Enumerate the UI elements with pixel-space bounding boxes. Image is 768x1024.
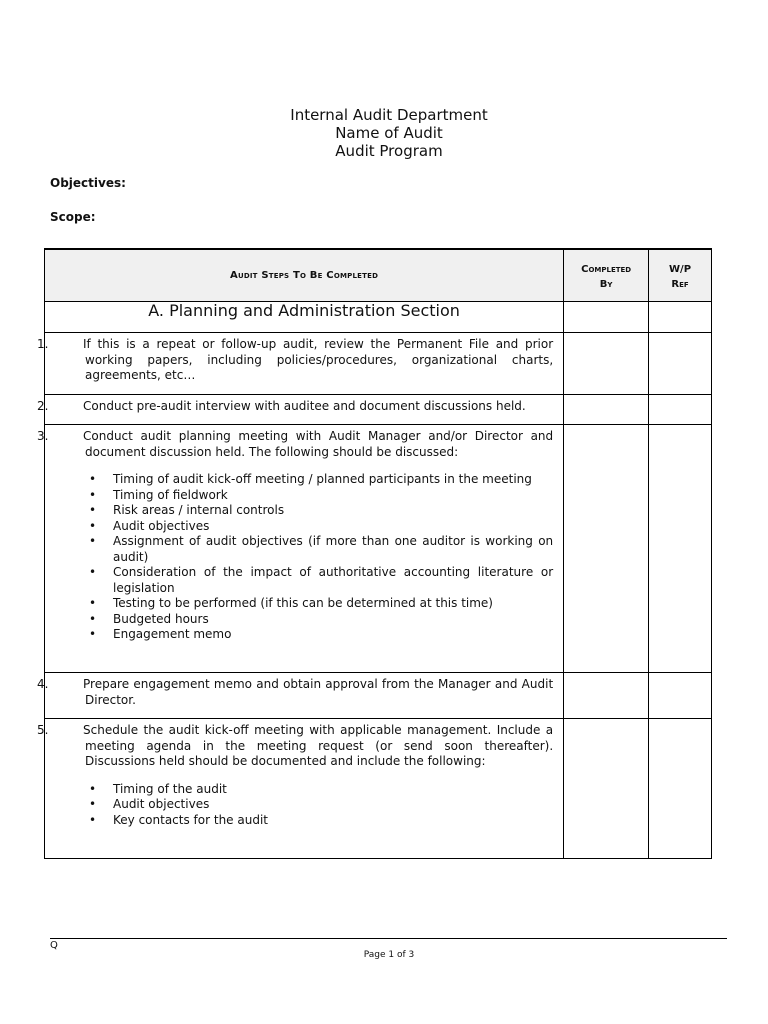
completed-by-cell[interactable] [564, 395, 649, 425]
discussion-topics-list [61, 472, 553, 643]
step-number: 4. [37, 677, 49, 691]
list-item: • Consideration of the impact of authoritative accounting literature or legislation [97, 565, 553, 596]
list-item: • Timing of the audit [97, 782, 553, 798]
wp-ref-line2: Ref [671, 279, 689, 290]
column-header-completed-by [564, 249, 649, 302]
table-row [45, 395, 712, 425]
audit-name: Name of Audit [335, 124, 443, 142]
step-text: Schedule the audit kick-off meeting with applicable management. Include a meeting agenda in the meeting request (or send soon thereafter). Discussions held should be documented and include the following: [83, 723, 554, 768]
wp-ref-cell[interactable] [649, 425, 712, 673]
column-header-wp-ref [649, 249, 712, 302]
list-item: • Audit objectives [97, 519, 553, 535]
wp-ref-cell[interactable] [649, 302, 712, 333]
list-item: • Timing of audit kick-off meeting / planned participants in the meeting [97, 472, 553, 488]
footer-divider [50, 938, 727, 939]
table-row [45, 425, 712, 673]
document-header [0, 106, 768, 160]
wp-ref-line1: W/P [669, 264, 692, 275]
table-row [45, 673, 712, 719]
completed-by-line2: By [599, 279, 613, 290]
list-item: • Timing of fieldwork [97, 488, 553, 504]
completed-by-cell[interactable] [564, 425, 649, 673]
program-title: Audit Program [335, 142, 443, 160]
step-text: If this is a repeat or follow-up audit, review the Permanent File and prior working papers, including policies/procedures, organizational charts, agreements, etc… [83, 337, 554, 382]
step-number: 1. [37, 337, 49, 351]
scope-label: Scope: [50, 210, 96, 224]
table-header-row [45, 249, 712, 302]
audit-program-table [37, 248, 712, 859]
section-title: A. Planning and Administration Section [45, 302, 564, 333]
completed-by-cell[interactable] [564, 333, 649, 395]
section-row [45, 302, 712, 333]
step-cell [37, 673, 564, 719]
kickoff-topics-list [61, 782, 553, 829]
table-row [45, 333, 712, 395]
wp-ref-cell[interactable] [649, 719, 712, 859]
step-cell [37, 333, 564, 395]
footer-mark: Q [50, 940, 58, 951]
step-text: Conduct audit planning meeting with Audit Manager and/or Director and document discussion held. The following should be discussed: [83, 429, 554, 459]
objectives-label: Objectives: [50, 176, 126, 190]
list-item: • Engagement memo [97, 627, 553, 643]
step-cell [37, 719, 564, 859]
step-text: Conduct pre-audit interview with auditee and document discussions held. [83, 399, 526, 413]
step-text: Prepare engagement memo and obtain approval from the Manager and Audit Director. [83, 677, 554, 707]
wp-ref-cell[interactable] [649, 673, 712, 719]
list-item: • Audit objectives [97, 797, 553, 813]
step-cell [37, 395, 564, 425]
completed-by-cell[interactable] [564, 673, 649, 719]
list-item: • Budgeted hours [97, 612, 553, 628]
table-row [45, 719, 712, 859]
step-number: 5. [37, 723, 49, 737]
step-number: 2. [37, 399, 49, 413]
column-header-steps: Audit Steps To Be Completed [45, 249, 564, 302]
page-number: Page 1 of 3 [363, 950, 415, 960]
list-item: • Testing to be performed (if this can be determined at this time) [97, 596, 553, 612]
step-number: 3. [37, 429, 49, 443]
list-item: • Assignment of audit objectives (if more than one auditor is working on audit) [97, 534, 553, 565]
completed-by-line1: Completed [581, 264, 632, 275]
completed-by-cell[interactable] [564, 302, 649, 333]
wp-ref-cell[interactable] [649, 333, 712, 395]
completed-by-cell[interactable] [564, 719, 649, 859]
step-cell [37, 425, 564, 673]
list-item: • Key contacts for the audit [97, 813, 553, 829]
department-title: Internal Audit Department [290, 106, 488, 124]
list-item: • Risk areas / internal controls [97, 503, 553, 519]
wp-ref-cell[interactable] [649, 395, 712, 425]
